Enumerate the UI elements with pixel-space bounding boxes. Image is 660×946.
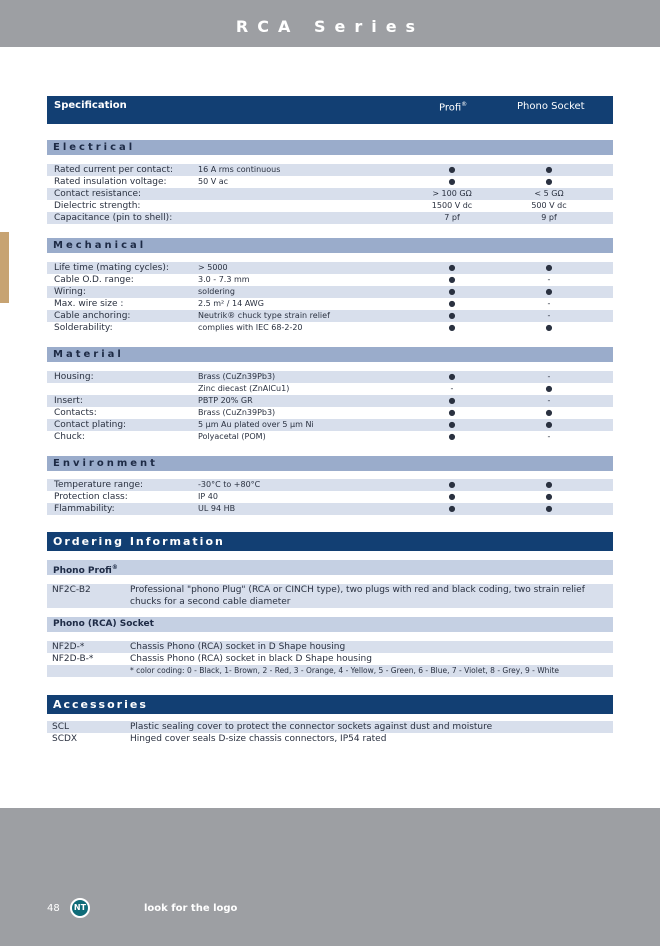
spec-row: Contact plating: 5 µm Au plated over 5 µm Ni ● ●: [47, 419, 613, 431]
spec-row: Insert: PBTP 20% GR ● -: [47, 395, 613, 407]
spec-row: Zinc diecast (ZnAlCu1) - ●: [198, 384, 553, 393]
phono-profi-header: Phono Profi®: [47, 560, 613, 575]
section-mechanical-header: Mechanical: [47, 238, 613, 253]
section-material-header: Material: [47, 347, 613, 362]
phono-profi-rows: [47, 584, 613, 608]
section-mechanical-rows: [47, 262, 613, 334]
section-material-rows: [47, 371, 613, 443]
section-electrical-header: Electrical: [47, 140, 613, 155]
spec-row: Cable O.D. range: 3.0 - 7.3 mm ● -: [54, 275, 551, 285]
order-row: SCDX Hinged cover seals D-size chassis connectors, IP54 rated: [52, 734, 387, 744]
specification-title: Specification: [54, 100, 127, 111]
spec-row: Max. wire size : 2.5 m² / 14 AWG ● -: [54, 299, 551, 309]
specification-header: [47, 96, 613, 124]
side-tab-marker: [0, 232, 9, 303]
section-environment-header: Environment: [47, 456, 613, 471]
section-electrical-rows: [47, 164, 613, 224]
column-profi: Profi®: [439, 101, 468, 114]
neutrik-logo-icon: NT: [70, 898, 90, 918]
spec-row: Contact resistance: > 100 GΩ < 5 GΩ: [47, 188, 613, 200]
spec-row: Capacitance (pin to shell): 7 pf 9 pf: [47, 212, 613, 224]
spec-row: Dielectric strength: 1500 V dc 500 V dc: [54, 201, 567, 211]
page-title: RCA Series: [235, 17, 425, 36]
footer-tagline: look for the logo: [144, 903, 238, 914]
spec-row: Cable anchoring: Neutrik® chuck type strain relief ● -: [47, 310, 613, 322]
spec-row: Temperature range: -30°C to +80°C ● ●: [47, 479, 613, 491]
spec-row: Rated insulation voltage: 50 V ac ● ●: [54, 177, 553, 187]
phono-socket-rows: [47, 641, 613, 677]
spec-row: Rated current per contact: 16 A rms continuous ● ●: [47, 164, 613, 176]
order-row: SCL Plastic sealing cover to protect the connector sockets against dust and moisture: [47, 721, 613, 733]
footer-bar: [0, 808, 660, 946]
column-phono-socket: Phono Socket: [517, 101, 585, 112]
page-number: 48: [47, 903, 60, 914]
order-row: NF2D-* Chassis Phono (RCA) socket in D Shape housing: [47, 641, 613, 653]
spec-row: Contacts: Brass (CuZn39Pb3) ● ●: [54, 408, 553, 418]
ordering-info-header: Ordering Information: [47, 532, 613, 551]
spec-row: Solderability: complies with IEC 68-2-20 ● ●: [54, 323, 553, 333]
spec-row: Life time (mating cycles): > 5000 ● ●: [47, 262, 613, 274]
spec-row: Chuck: Polyacetal (POM) ● -: [54, 432, 551, 442]
spec-row: Protection class: IP 40 ● ●: [54, 492, 553, 502]
order-row: NF2D-B-* Chassis Phono (RCA) socket in black D Shape housing: [52, 654, 372, 664]
accessories-rows: [47, 721, 613, 745]
spec-row: Flammability: UL 94 HB ● ●: [47, 503, 613, 515]
header-bar: [0, 0, 660, 47]
section-environment-rows: [47, 479, 613, 515]
spec-row: Housing: Brass (CuZn39Pb3) ● -: [47, 371, 613, 383]
color-coding-note: * color coding: 0 - Black, 1- Brown, 2 - Red, 3 - Orange, 4 - Yellow, 5 - Green, 6 - Blue, 7 - Violet, 8 - Grey, 9 - White: [47, 665, 613, 677]
order-row: NF2C-B2 Professional "phono Plug" (RCA or CINCH type), two plugs with red and black coding, two strain relief chucks for a second cable diameter: [47, 584, 613, 608]
phono-socket-header: Phono (RCA) Socket: [47, 617, 613, 632]
accessories-header: Accessories: [47, 695, 613, 714]
spec-row: Wiring: soldering ● ●: [47, 286, 613, 298]
